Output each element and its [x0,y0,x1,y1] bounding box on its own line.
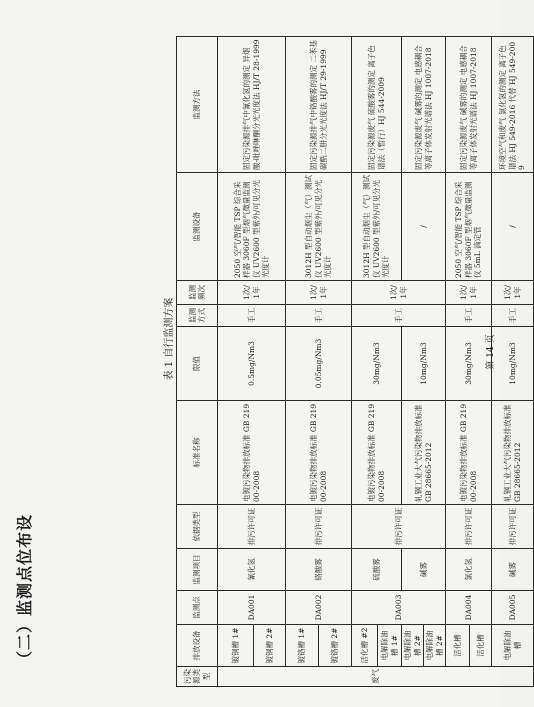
header-point: 监测点 [177,591,218,625]
cell-method: 手工 [218,305,286,327]
cell-point: DA005 [492,591,534,625]
cell-item: 铬酸雾 [286,549,352,591]
cell-frequency: 1次/1年 [218,281,286,305]
cell-equipment: 电解除油槽 2# [402,625,424,667]
cell-point: DA001 [218,591,286,625]
table-header-row [177,37,218,687]
table-row [446,37,470,687]
cell-limit: 0.05mg/Nm3 [286,327,352,401]
table-caption: 表 1 自行监测方案 [164,297,175,381]
cell-equipment: 电解除油槽 2# [424,625,446,667]
cell-method: 手工 [286,305,352,327]
header-limit: 限值 [177,327,218,401]
table-row [218,37,254,687]
cell-device: 2050 空气/智能 TSP 综合采样器 3060F 型烟气微量监测仪 UV2600 型紫外/可见分光光度计 [218,173,286,281]
cell-equipment: 电解除油槽 [492,625,534,667]
cell-item: 碱雾 [492,549,534,591]
cell-frequency: 1次/1年 [352,281,446,305]
cell-equipment: 镀铬槽 2# [319,625,352,667]
cell-standard: 电镀污染物排放标准 GB 21900-2008 [446,401,492,505]
header-source-type: 污染源类型 [177,667,218,687]
header-basis: 依据类型 [177,505,218,549]
cell-equipment: 活化槽 [470,625,492,667]
cell-equipment: 镀铜槽 2# [254,625,286,667]
cell-category: 废气 [218,667,534,687]
cell-equipment: 镀铬槽 1# [286,625,319,667]
cell-basis: 排污许可证 [352,505,446,549]
cell-basis: 排污许可证 [492,505,534,549]
cell-equipment: 活化槽 [446,625,470,667]
page-number: 第 14 页 [486,334,496,370]
cell-item: 氰化氢 [218,549,286,591]
cell-standard: 轧钢工业大气污染物排放标准 GB 28665-2012 [492,401,534,505]
header-item: 监测项目 [177,549,218,591]
cell-method: 手工 [492,305,534,327]
cell-device: / [492,173,534,281]
cell-equipment: 活化槽 #2 [352,625,378,667]
cell-device: 3012H 型自动烟尘（气）测试仪 UV2600 型紫外/可见分光光度计 [286,173,352,281]
header-equipment: 排放设备 [177,625,218,667]
table-row [286,37,319,687]
header-device: 监测设备 [177,173,218,281]
cell-basis: 排污许可证 [446,505,492,549]
table-row [402,37,424,687]
cell-frequency: 1次/1年 [286,281,352,305]
cell-standard: 电镀污染物排放标准 GB 21900-2008 [352,401,402,505]
cell-standard: 轧钢工业大气污染物排放标准 GB 28665-2012 [402,401,446,505]
cell-standard: 电镀污染物排放标准 GB 21900-2008 [218,401,286,505]
cell-point: DA003 [352,591,446,625]
cell-limit: 30mg/Nm3 [352,327,402,401]
cell-item: 氯化氢 [446,549,492,591]
cell-frequency: 1次/1年 [446,281,492,305]
cell-method: 手工 [446,305,492,327]
header-analysis: 监测方法 [177,37,218,173]
cell-item: 碱雾 [402,549,446,591]
monitoring-plan-table [176,36,534,687]
cell-method: 手工 [352,305,446,327]
cell-equipment: 电解除油槽 1# [378,625,402,667]
header-method: 监测方式 [177,305,218,327]
cell-item: 硫酸雾 [352,549,402,591]
cell-device: 3012H 型自动烟尘（气）测试仪 UV2600 型紫外/可见分光光度计 [352,173,402,281]
cell-point: DA004 [446,591,492,625]
cell-limit: 10mg/Nm3 [492,327,534,401]
cell-device: / [402,173,446,281]
cell-point: DA002 [286,591,352,625]
cell-limit: 30mg/Nm3 [446,327,492,401]
cell-limit: 10mg/Nm3 [402,327,446,401]
cell-analysis: 固定污染源废气 碱雾的测定 电感耦合等离子体发射光谱法 HJ 1007-2018 [446,37,492,173]
header-standard: 标准名称 [177,401,218,505]
cell-analysis: 固定污染源废气 硫酸雾的测定 离子色谱法（暂行）HJ 544-2009 [352,37,402,173]
section-title: （二）监测点位布设 [15,513,34,667]
cell-basis: 排污许可证 [218,505,286,549]
cell-basis: 排污许可证 [286,505,352,549]
cell-standard: 电镀污染物排放标准 GB 21900-2008 [286,401,352,505]
table-row [352,37,378,687]
cell-equipment: 镀铜槽 1# [218,625,254,667]
cell-limit: 0.5mg/Nm3 [218,327,286,401]
cell-frequency: 1次/1年 [492,281,534,305]
header-frequency: 监测频次 [177,281,218,305]
cell-analysis: 固定污染源废气 碱雾的测定 电感耦合等离子体发射光谱法 HJ 1007-2018 [402,37,446,173]
cell-analysis: 环境空气和废气 氯化氢的测定 离子色谱法 HJ 549-2016 代替 HJ 549-2009 [492,37,534,173]
cell-analysis: 固定污染源排气中铬酸雾的测定 二苯基碳酰二肼分光光度法 HJ/T 29-1999 [286,37,352,173]
table-row [492,37,534,687]
cell-analysis: 固定污染源排气中氰化氢的测定 异烟酸-吡唑啉酮分光光度法 HJ/T 28-1999 [218,37,286,173]
cell-device: 2050 空气/智能 TSP 综合采样器 3060F 型烟气微量监测仪 5mL 滴定管 [446,173,492,281]
